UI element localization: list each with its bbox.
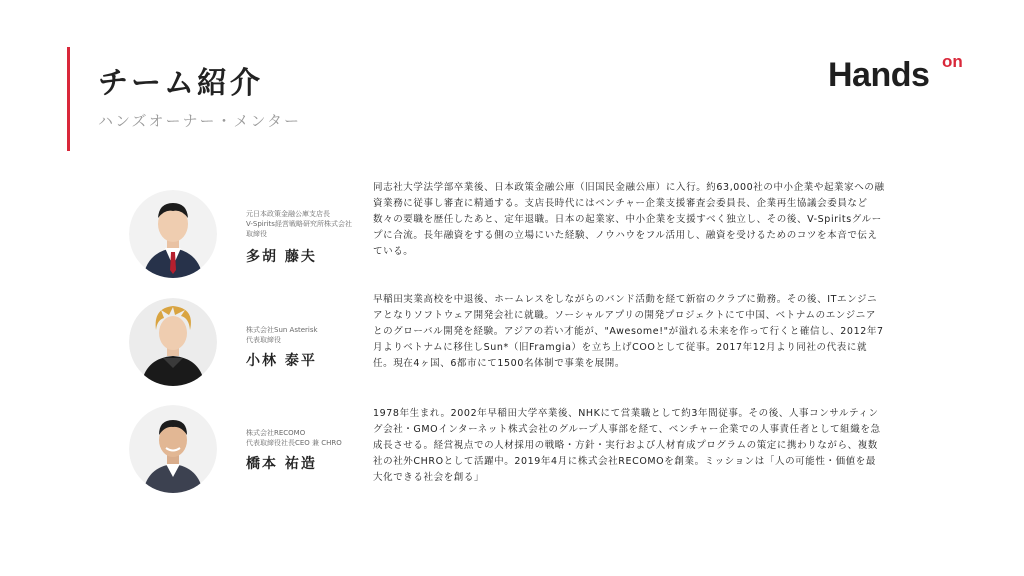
member-bio: 同志社大学法学部卒業後、日本政策金融公庫（旧国民金融公庫）に入行。約63,000社の中小企業や起業家への融資業務に従事し審査に精通する。支店長時代にはベンチャー企業支援審査会委員長、企業再生協議会委員など数々の要職を歴任したあと、定年退職。日本の起業家、中小企業を支援すべく独立し、その後、V-Spiritsグループに合流。長年融資をする側の立場にいた経験、ノウハウをフル活用し、融資を受けるためのコツを本音で伝えている。 (373, 182, 885, 257)
accent-bar (67, 47, 70, 151)
role-line: 株式会社Sun Asterisk (246, 326, 318, 334)
member-bio: 1978年生まれ。2002年早稲田大学卒業後、NHKにて営業職として約3年間従事。その後、人事コンサルティング会社・GMOインターネット株式会社のグループ人事部を経て、ベンチャー企業での人事責任者として組織を急成長させる。経営視点での人材採用の戦略・方針・実行および人材育成プログラムの策定に携わりながら、複数社の社外CHROとして活躍中。2019年4月に株式会社RECOMOを創業。ミッションは「人の可能性・価値を最大化できる社会を創る」 (373, 408, 881, 483)
member-role (246, 209, 366, 239)
member-name: 橋本 祐造 (246, 456, 317, 472)
role-line: 株式会社RECOMO (246, 429, 306, 437)
member-bio: 早稲田実業高校を中退後、ホームレスをしながらのバンド活動を経て新宿のクラブに勤務。その後、ITエンジニアとなりソフトウェア開発会社に就職。ソーシャルアプリの開発プロジェクトにて中国、ベトナムのエンジニアとのグローバル開発を経験。アジアの若い才能が、"Awesome!"が溢れる未来を作って行くと確信し、2012年7月よりベトナムに移住しSun*（旧Framgia）を立ち上げCOOとして従事。2017年12月より同社の代表に就任。現在4ヶ国、6都市にて1500名体制で事業を展開。 (373, 294, 884, 369)
logo-superscript: on (942, 52, 963, 71)
member-role (246, 428, 366, 448)
member-name: 多胡 藤夫 (246, 249, 317, 265)
role-line: V-Spirits経営戦略研究所株式会社 (246, 220, 352, 228)
member-role (246, 325, 366, 345)
hands-on-logo (828, 52, 968, 96)
role-line: 代表取締役 (246, 336, 281, 344)
role-line: 元日本政策金融公庫支店長 (246, 210, 330, 218)
page-title: チーム紹介 (98, 66, 263, 101)
member-photo (129, 298, 217, 386)
role-line: 取締役 (246, 230, 267, 238)
member-photo (129, 405, 217, 493)
member-photo (129, 190, 217, 278)
logo-wordmark: Hands (828, 56, 930, 94)
role-line: 代表取締役社長CEO 兼 CHRO (246, 439, 342, 447)
page-subtitle: ハンズオーナー・メンター (98, 112, 301, 130)
member-name: 小林 泰平 (246, 353, 317, 369)
